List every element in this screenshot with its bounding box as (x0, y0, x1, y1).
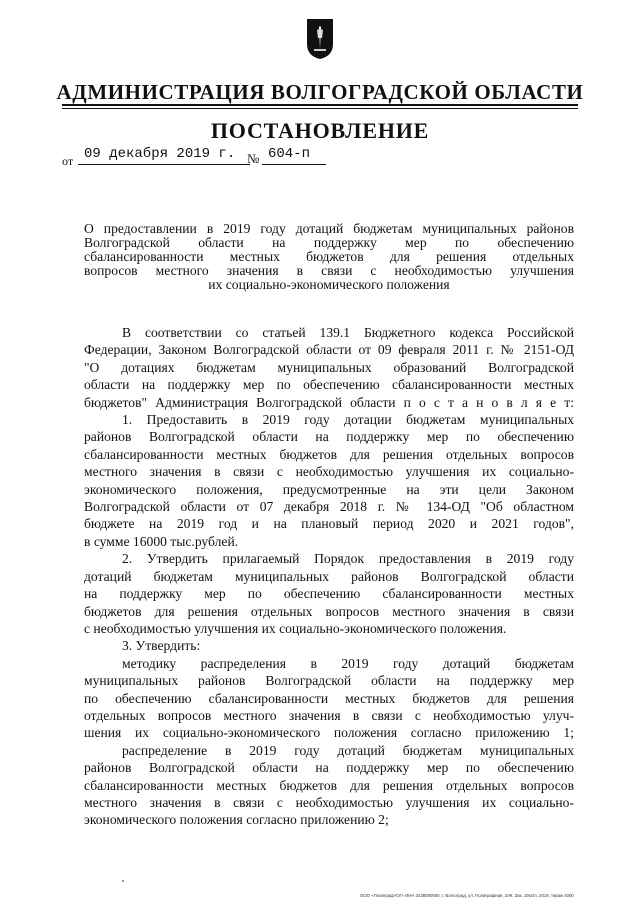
body-line: 3. Утвердить: (122, 638, 201, 654)
document-type: ПОСТАНОВЛЕНИЕ (210, 118, 430, 143)
document-body (84, 324, 574, 829)
date-prefix: от (62, 154, 74, 168)
title-line: О предоставлении в 2019 году дотаций бюджетам муниципальных районов (84, 221, 574, 236)
scan-speck (122, 880, 124, 882)
body-line: В соответствии со статьей 139.1 Бюджетного кодекса Российской (122, 325, 574, 340)
body-line: муниципальных районов Волгоградской области на поддержку мер (84, 673, 574, 689)
body-line: распределение в 2019 году дотаций бюджетам муниципальных (122, 742, 574, 758)
organization-name: АДМИНИСТРАЦИЯ ВОЛГОГРАДСКОЙ ОБЛАСТИ (56, 80, 584, 104)
body-line: бюджете на 2019 год и на плановый период 2020 и 2021 годов", (84, 516, 574, 532)
body-line: 2. Утвердить прилагаемый Порядок предоставления в 2019 году (122, 551, 574, 567)
title-line: сбалансированности местных бюджетов для решения отдельных (84, 249, 574, 264)
body-line: местного значения в связи с необходимостью улучшения их социально- (84, 464, 574, 480)
body-line: в сумме 16000 тыс.рублей. (84, 533, 239, 549)
volgograd-emblem-icon (306, 18, 334, 60)
header-rule-thick (62, 104, 578, 106)
body-line: методику распределения в 2019 году дотаций бюджетам (122, 655, 574, 671)
document-date: 09 декабря 2019 г. (78, 146, 250, 165)
body-line: отдельных вопросов местного значения в связи с необходимостью улуч- (84, 707, 574, 723)
body-line: 1. Предоставить в 2019 году дотации бюджетам муниципальных (122, 412, 574, 428)
body-line: дотаций бюджетам муниципальных районов Волгоградской области (84, 568, 574, 584)
body-line: сбалансированности местных бюджетов для решения отдельных вопросов (84, 777, 574, 793)
printer-footer: ООО «Полиграф-ЮГ» ИНН 3438000000, г. Волгоград, ул. Полиграфная, 2/Ж. Зак. 19хОл, 2019, тираж 4000 (360, 893, 574, 898)
body-line: с необходимостью улучшения их социально-экономического положения. (84, 620, 507, 636)
body-line: бюджетов" Администрация Волгоградской области п о с т а н о в л я е т: (84, 394, 574, 410)
body-line: экономического положения согласно приложению 2; (84, 812, 389, 828)
document-number: 604-п (262, 146, 326, 165)
body-line: шения их социально-экономического положения согласно приложению 1; (84, 725, 574, 741)
body-line: районов Волгоградской области на поддержку мер по обеспечению (84, 429, 574, 445)
body-line: по обеспечению сбалансированности местных бюджетов для решения (84, 690, 574, 706)
title-line: их социально-экономического положения (208, 277, 450, 292)
body-line: Федерации, Законом Волгоградской области от 09 февраля 2011 г. № 2151-ОД (84, 342, 574, 358)
body-line: Волгоградской области от 07 декабря 2018 г. № 134-ОД "Об областном (84, 499, 574, 515)
title-line: вопросов местного значения в связи с необходимостью улучшения (84, 263, 574, 278)
body-line: районов Волгоградской области на поддержку мер по обеспечению (84, 760, 574, 776)
body-line: "О дотациях бюджетам муниципальных образований Волгоградской (84, 359, 574, 375)
body-line: области на поддержку мер по обеспечению сбалансированности местных (84, 377, 574, 393)
number-prefix: № (247, 151, 260, 166)
header-rule-thin (62, 108, 578, 109)
title-line: Волгоградской области на поддержку мер по обеспечению (84, 235, 574, 250)
body-line: бюджетов для решения отдельных вопросов местного значения в связи (84, 603, 574, 619)
body-line: на поддержку мер по обеспечению сбалансированности местных (84, 586, 574, 602)
body-line: сбалансированности местных бюджетов для решения отдельных вопросов (84, 446, 574, 462)
body-line: экономического положения, предусмотренные на эти цели Законом (84, 481, 574, 497)
document-title (84, 222, 574, 292)
body-line: местного значения в связи с необходимостью улучшения их социально- (84, 794, 574, 810)
